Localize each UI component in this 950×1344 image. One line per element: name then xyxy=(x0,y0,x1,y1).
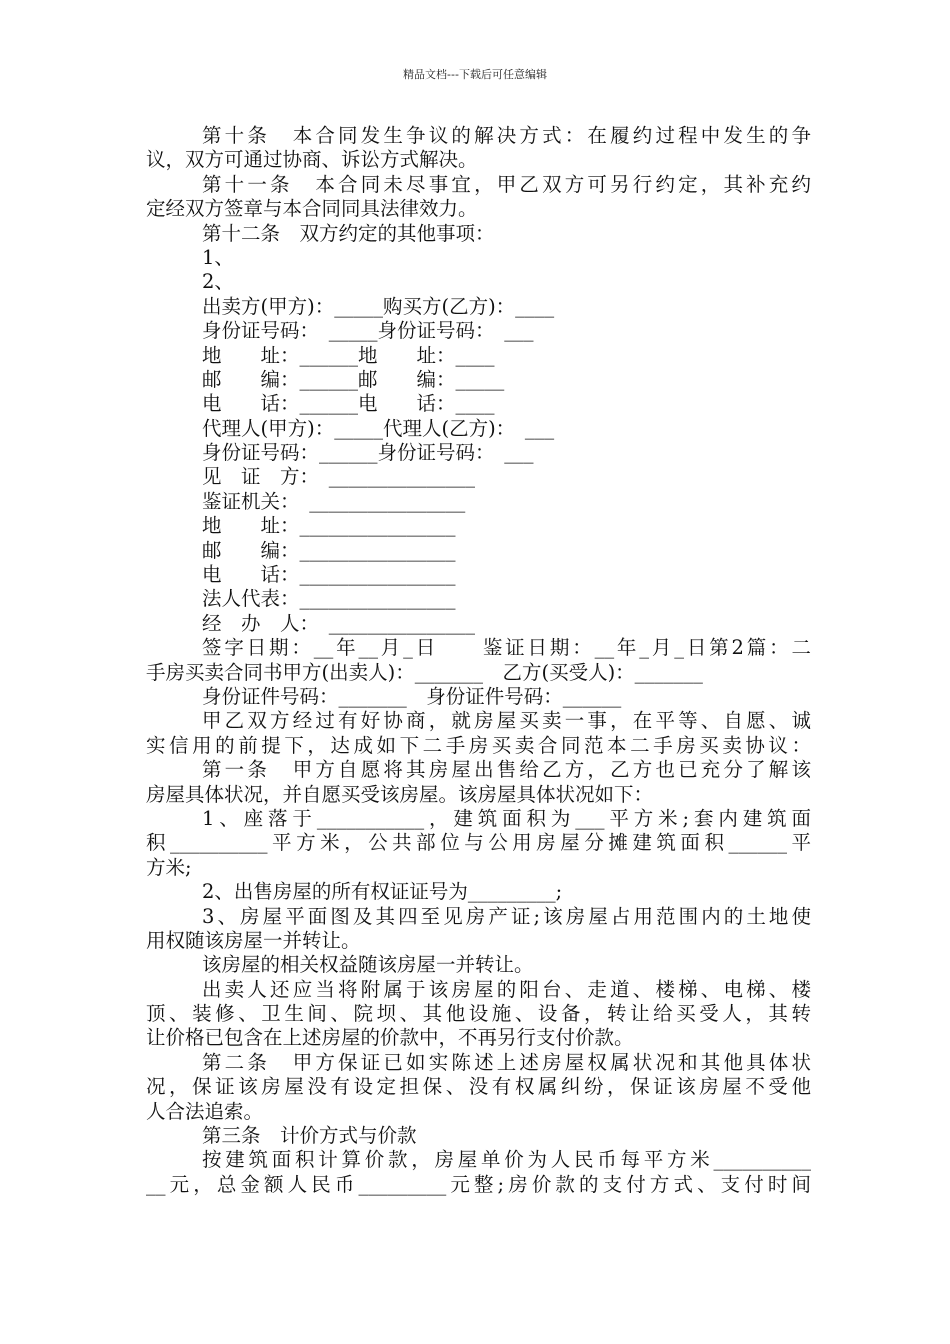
text-line: 身份证号码：______身份证号码： ___ xyxy=(202,441,534,465)
text-line: 第一条 甲方自愿将其房屋出售给乙方，乙方也已充分了解该 xyxy=(202,758,811,782)
text-line: 方米; xyxy=(146,855,192,879)
text-line: 第十二条 双方约定的其他事项： xyxy=(202,221,495,245)
text-line: 出卖方(甲方)：_____购买方(乙方)：____ xyxy=(202,294,555,318)
text-line: 实信用的前提下，达成如下二手房买卖合同范本二手房买卖协议： xyxy=(146,733,811,757)
text-line: 法人代表：________________ xyxy=(202,587,456,611)
text-line: 代理人(甲方)：_____代理人(乙方)： ___ xyxy=(202,416,555,440)
text-line: 邮 编：______邮 编：_____ xyxy=(202,367,505,391)
text-line: 况，保证该房屋没有设定担保、没有权属纠纷，保证该房屋不受他 xyxy=(146,1075,811,1099)
text-line: 身份证件号码：_______ 身份证件号码：______ xyxy=(202,684,622,708)
text-line: 身份证号码： _____身份证号码： ___ xyxy=(202,319,534,343)
text-line: 让价格已包含在上述房屋的价款中，不再另行支付价款。 xyxy=(146,1026,634,1050)
text-line: 2、 xyxy=(202,270,234,294)
text-line: 定经双方签章与本合同同具法律效力。 xyxy=(146,197,478,221)
text-line: 1、座落于___________，建筑面积为___平方米;套内建筑面 xyxy=(202,806,811,830)
text-line: 积__________平方米，公共部位与公用房屋分摊建筑面积______平 xyxy=(146,831,811,855)
text-line: 地 址：______地 址：____ xyxy=(202,343,495,367)
text-line: 第十一条 本合同未尽事宜，甲乙双方可另行约定，其补充约 xyxy=(202,172,811,196)
text-line: 3、房屋平面图及其四至见房产证;该房屋占用范围内的土地使 xyxy=(202,904,811,928)
page-header: 精品文档---下载后可任意编辑 xyxy=(403,68,547,81)
text-line: 顶、装修、卫生间、院坝、其他设施、设备，转让给买受人，其转 xyxy=(146,1002,811,1026)
text-line: 按建筑面积计算价款，房屋单价为人民币每平方米__________ xyxy=(202,1148,811,1172)
text-line: 鉴证机关： ________________ xyxy=(202,489,466,513)
text-line: 出卖人还应当将附属于该房屋的阳台、走道、楼梯、电梯、楼 xyxy=(202,977,811,1001)
text-line: 见 证 方： _______________ xyxy=(202,465,476,489)
text-line: 第十条 本合同发生争议的解决方式：在履约过程中发生的争 xyxy=(202,124,811,147)
text-line: 该房屋的相关权益随该房屋一并转让。 xyxy=(202,953,534,977)
text-line: 用权随该房屋一并转让。 xyxy=(146,928,361,952)
text-line: 签字日期：__年__月_日 鉴证日期：__年_月_日第2篇：二 xyxy=(202,636,811,660)
text-line: 手房买卖合同书甲方(出卖人)：_______ 乙方(买受人)：_______ xyxy=(146,660,703,684)
text-line: 地 址：________________ xyxy=(202,514,456,538)
text-line: 甲乙双方经过有好协商，就房屋买卖一事，在平等、自愿、诚 xyxy=(202,709,811,733)
text-line: 房屋具体状况，并自愿买受该房屋。该房屋具体状况如下： xyxy=(146,782,654,806)
text-line: 人合法追索。 xyxy=(146,1099,264,1123)
text-line: 2、出售房屋的所有权证证号为_________; xyxy=(202,880,563,904)
document-body xyxy=(146,124,811,1197)
text-line: __元，总金额人民币_________元整;房价款的支付方式、支付时间 xyxy=(146,1172,811,1196)
text-line: 经 办 人： _______________ xyxy=(202,611,476,635)
text-line: 议，双方可通过协商、诉讼方式解决。 xyxy=(146,148,478,172)
text-line: 第二条 甲方保证已如实陈述上述房屋权属状况和其他具体状 xyxy=(202,1050,811,1074)
text-line: 邮 编：________________ xyxy=(202,538,456,562)
text-line: 电 话：________________ xyxy=(202,563,456,587)
text-line: 1、 xyxy=(202,245,234,269)
text-line: 电 话：______电 话：____ xyxy=(202,392,495,416)
text-line: 第三条 计价方式与价款 xyxy=(202,1124,417,1148)
